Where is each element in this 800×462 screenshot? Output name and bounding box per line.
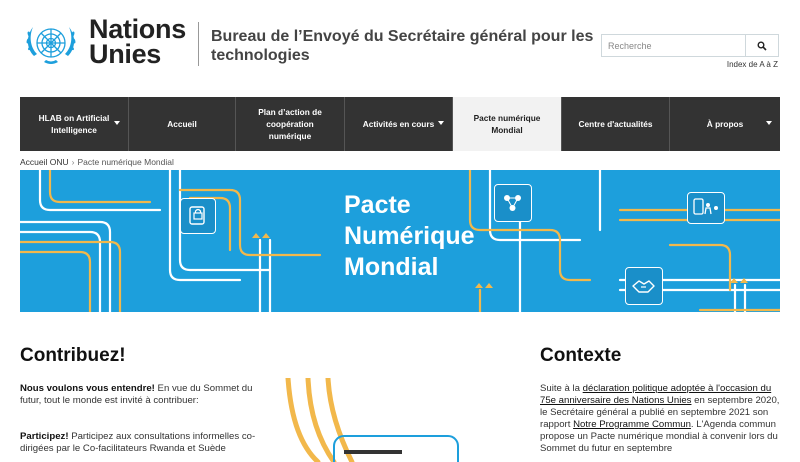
privacy-lock-icon xyxy=(180,198,216,234)
digital-access-icon xyxy=(687,192,725,224)
contexte-text-3: . L'Agenda commun propose un Pacte numérique mondial à convenir lors du Sommet du futur en septembre xyxy=(540,419,778,454)
contribuez-intro-bold: Nous voulons vous entendre! xyxy=(20,383,155,394)
brand-name[interactable] xyxy=(89,14,186,69)
breadcrumb xyxy=(20,157,174,167)
search-box xyxy=(601,34,779,57)
declaration-politique-link[interactable]: déclaration politique adoptée à l'occasion du 75e anniversaire des Nations Unies xyxy=(540,383,772,406)
contexte-section xyxy=(540,345,780,455)
brand-line-2: Unies xyxy=(89,39,162,69)
nav-item-centre-actualites[interactable] xyxy=(562,97,670,151)
az-index-link[interactable]: Index de A à Z xyxy=(726,60,778,69)
contexte-paragraph xyxy=(540,383,780,455)
search-icon xyxy=(757,41,767,51)
contribuez-intro-text: En vue du Sommet du futur, tout le monde est invité à contribuer: xyxy=(20,383,253,406)
chevron-down-icon xyxy=(114,121,120,125)
nav-item-plan-action[interactable] xyxy=(236,97,345,151)
nav-item-activites[interactable] xyxy=(345,97,453,151)
breadcrumb-current: Pacte numérique Mondial xyxy=(77,157,174,167)
site-header xyxy=(0,0,800,90)
nav-item-accueil[interactable] xyxy=(129,97,236,151)
brand-line-1: Nations xyxy=(89,14,186,44)
nav-item-label: Activités en cours xyxy=(362,119,435,129)
contexte-text-1: Suite à la xyxy=(540,383,583,394)
contexte-text-2: en septembre 2020, le Secrétaire général a publié en septembre 2021 son rapport xyxy=(540,395,780,430)
main-nav xyxy=(20,97,780,151)
handshake-icon xyxy=(625,267,663,305)
notre-programme-commun-link[interactable]: Notre Programme Commun xyxy=(573,419,691,430)
un-emblem-icon[interactable] xyxy=(20,18,82,70)
search-input[interactable] xyxy=(602,35,745,56)
nav-item-label: Pacte numérique Mondial xyxy=(473,113,541,135)
nav-item-label: À propos xyxy=(706,119,744,129)
hero-title-line-2: Numérique xyxy=(344,222,475,250)
nav-item-label: HLAB on Artificial Intelligence xyxy=(38,113,110,135)
nav-item-label: Plan d’action de coopération numérique xyxy=(258,107,322,141)
nav-item-pacte-numerique[interactable] xyxy=(453,97,562,151)
header-divider xyxy=(198,22,199,66)
nav-item-label: Centre d'actualités xyxy=(578,119,653,129)
nav-item-hlab[interactable] xyxy=(20,97,129,151)
hero-banner xyxy=(20,170,780,312)
hero-title-line-3: Mondial xyxy=(344,253,439,281)
search-button[interactable] xyxy=(745,35,778,56)
chevron-down-icon xyxy=(438,121,444,125)
nav-item-label: Accueil xyxy=(167,119,197,129)
contribuez-section xyxy=(20,345,260,462)
participez-bold: Participez! xyxy=(20,431,69,442)
contribuez-heading: Contribuez! xyxy=(20,345,126,366)
participez-text: Participez aux consultations informelles co-dirigées par le Co-facilitateurs Rwanda et Suède xyxy=(20,431,256,454)
network-people-icon xyxy=(494,184,532,222)
contribuez-intro xyxy=(20,383,260,407)
office-title[interactable]: Bureau de l’Envoyé du Secrétaire général pour les technologies xyxy=(211,28,594,64)
breadcrumb-separator: › xyxy=(71,157,75,167)
decorative-lines-graphic xyxy=(278,378,478,462)
hero-title xyxy=(344,190,475,283)
nav-item-a-propos[interactable] xyxy=(670,97,780,151)
hero-title-line-1: Pacte xyxy=(344,191,411,219)
breadcrumb-home-link[interactable]: Accueil ONU xyxy=(20,157,69,167)
contexte-heading: Contexte xyxy=(540,345,622,366)
chevron-down-icon xyxy=(766,121,772,125)
participez-paragraph xyxy=(20,431,260,455)
